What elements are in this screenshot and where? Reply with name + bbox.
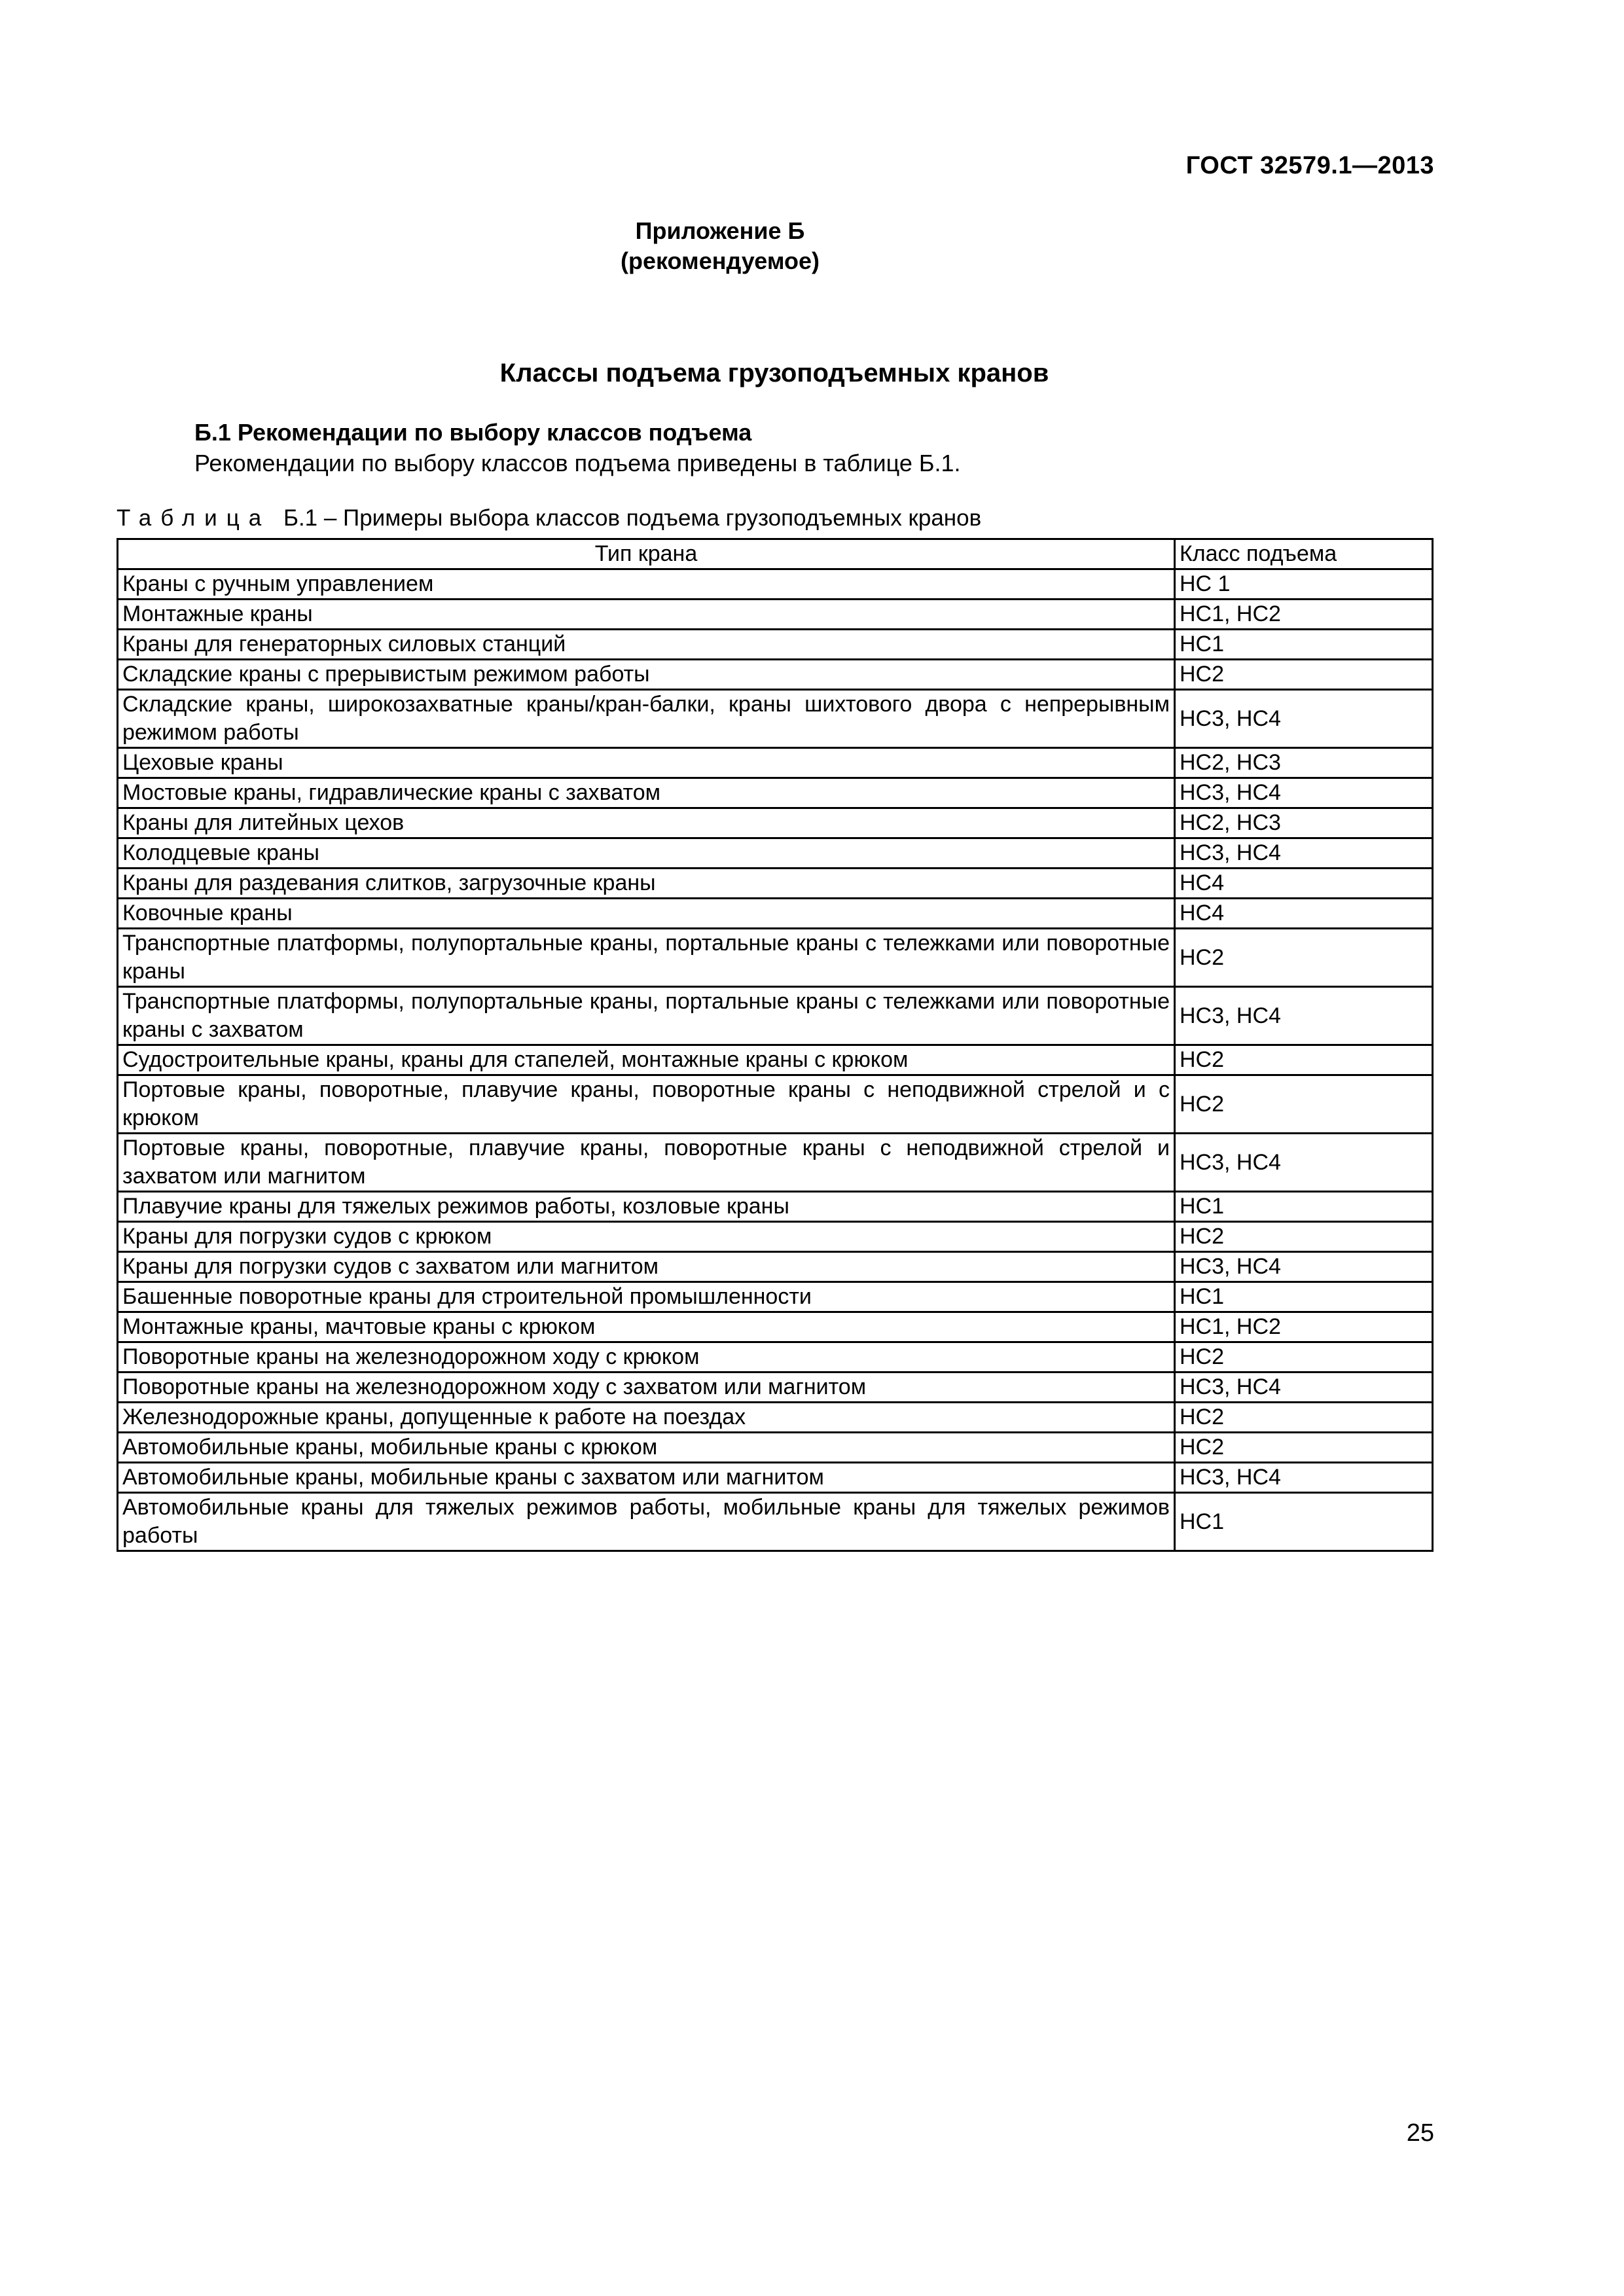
subsection-title: Б.1 Рекомендации по выбору классов подъема bbox=[194, 419, 752, 446]
crane-type-cell: Краны для генераторных силовых станций bbox=[118, 630, 1175, 660]
crane-type-cell: Железнодорожные краны, допущенные к работе на поездах bbox=[118, 1403, 1175, 1433]
table-caption bbox=[117, 505, 981, 531]
hoist-class-cell: НС3, НС4 bbox=[1175, 1463, 1433, 1493]
crane-type-cell: Краны для погрузки судов с захватом или магнитом bbox=[118, 1252, 1175, 1282]
crane-type-cell: Складские краны, широкозахватные краны/кран-балки, краны шихтового двора с непрерывным режимом работы bbox=[118, 690, 1175, 748]
section-title: Классы подъема грузоподъемных кранов bbox=[499, 359, 1049, 387]
hoist-class-cell: НС3, НС4 bbox=[1175, 778, 1433, 808]
table-row bbox=[118, 1372, 1433, 1403]
crane-type-cell: Автомобильные краны для тяжелых режимов работы, мобильные краны для тяжелых режимов работы bbox=[118, 1493, 1175, 1551]
hoist-class-cell: НС2 bbox=[1175, 1403, 1433, 1433]
document-code: ГОСТ 32579.1—2013 bbox=[1185, 152, 1434, 179]
hoist-class-cell: НС2, НС3 bbox=[1175, 748, 1433, 778]
table-row bbox=[118, 1192, 1433, 1222]
table-row bbox=[118, 1252, 1433, 1282]
table-header-row bbox=[118, 539, 1433, 569]
table-row bbox=[118, 987, 1433, 1045]
hoist-class-cell: НС3, НС4 bbox=[1175, 1372, 1433, 1403]
crane-type-cell: Складские краны с прерывистым режимом работы bbox=[118, 660, 1175, 690]
page-number: 25 bbox=[1406, 2119, 1434, 2147]
crane-type-cell: Автомобильные краны, мобильные краны с крюком bbox=[118, 1433, 1175, 1463]
crane-type-cell: Портовые краны, поворотные, плавучие краны, поворотные краны с неподвижной стрелой и захватом или магнитом bbox=[118, 1134, 1175, 1192]
crane-type-cell: Башенные поворотные краны для строительной промышленности bbox=[118, 1282, 1175, 1312]
crane-type-cell: Ковочные краны bbox=[118, 899, 1175, 929]
hoist-class-cell: НС2 bbox=[1175, 1045, 1433, 1075]
crane-type-cell: Краны с ручным управлением bbox=[118, 569, 1175, 600]
hoist-class-cell: НС2, НС3 bbox=[1175, 808, 1433, 838]
hoist-class-cell: НС1 bbox=[1175, 630, 1433, 660]
crane-type-cell: Краны для раздевания слитков, загрузочные краны bbox=[118, 869, 1175, 899]
crane-type-cell: Транспортные платформы, полупортальные краны, портальные краны с тележками или поворотные краны bbox=[118, 929, 1175, 987]
hoist-class-cell: НС 1 bbox=[1175, 569, 1433, 600]
hoist-class-cell: НС2 bbox=[1175, 929, 1433, 987]
crane-type-cell: Судостроительные краны, краны для стапелей, монтажные краны с крюком bbox=[118, 1045, 1175, 1075]
appendix-status: (рекомендуемое) bbox=[621, 247, 820, 274]
table-row bbox=[118, 690, 1433, 748]
table-row bbox=[118, 1075, 1433, 1134]
crane-type-cell: Транспортные платформы, полупортальные краны, портальные краны с тележками или поворотные краны с захватом bbox=[118, 987, 1175, 1045]
table-row bbox=[118, 838, 1433, 869]
hoist-class-cell: НС2 bbox=[1175, 660, 1433, 690]
table-row bbox=[118, 1403, 1433, 1433]
appendix-title: Приложение Б bbox=[635, 217, 805, 244]
table-row bbox=[118, 1493, 1433, 1551]
hoist-class-cell: НС3, НС4 bbox=[1175, 1134, 1433, 1192]
table-row bbox=[118, 1134, 1433, 1192]
hoist-class-cell: НС3, НС4 bbox=[1175, 987, 1433, 1045]
crane-type-cell: Монтажные краны bbox=[118, 600, 1175, 630]
hoist-class-cell: НС2 bbox=[1175, 1342, 1433, 1372]
table-row bbox=[118, 1433, 1433, 1463]
table-row bbox=[118, 778, 1433, 808]
table-row bbox=[118, 1222, 1433, 1252]
table-row bbox=[118, 929, 1433, 987]
subsection-text: Рекомендации по выбору классов подъема приведены в таблице Б.1. bbox=[194, 450, 961, 476]
crane-type-cell: Цеховые краны bbox=[118, 748, 1175, 778]
hoist-class-cell: НС2 bbox=[1175, 1222, 1433, 1252]
table-row bbox=[118, 748, 1433, 778]
hoist-class-cell: НС1 bbox=[1175, 1282, 1433, 1312]
crane-type-cell: Плавучие краны для тяжелых режимов работы, козловые краны bbox=[118, 1192, 1175, 1222]
table-row bbox=[118, 600, 1433, 630]
crane-type-cell: Автомобильные краны, мобильные краны с захватом или магнитом bbox=[118, 1463, 1175, 1493]
hoist-class-cell: НС4 bbox=[1175, 869, 1433, 899]
hoist-class-cell: НС3, НС4 bbox=[1175, 838, 1433, 869]
table-caption-word: Таблица bbox=[117, 505, 271, 531]
table-row bbox=[118, 1045, 1433, 1075]
crane-type-cell: Поворотные краны на железнодорожном ходу с захватом или магнитом bbox=[118, 1372, 1175, 1403]
hoist-class-cell: НС1, НС2 bbox=[1175, 600, 1433, 630]
crane-type-cell: Монтажные краны, мачтовые краны с крюком bbox=[118, 1312, 1175, 1342]
hoist-class-cell: НС2 bbox=[1175, 1075, 1433, 1134]
crane-classes-table bbox=[117, 538, 1434, 1552]
table-row bbox=[118, 630, 1433, 660]
header-crane-type: Тип крана bbox=[118, 539, 1175, 569]
hoist-class-cell: НС3, НС4 bbox=[1175, 690, 1433, 748]
table-body bbox=[118, 569, 1433, 1551]
table-row bbox=[118, 1282, 1433, 1312]
hoist-class-cell: НС1, НС2 bbox=[1175, 1312, 1433, 1342]
crane-type-cell: Портовые краны, поворотные, плавучие краны, поворотные краны с неподвижной стрелой и с крюком bbox=[118, 1075, 1175, 1134]
crane-type-cell: Поворотные краны на железнодорожном ходу с крюком bbox=[118, 1342, 1175, 1372]
hoist-class-cell: НС2 bbox=[1175, 1433, 1433, 1463]
hoist-class-cell: НС1 bbox=[1175, 1192, 1433, 1222]
table-row bbox=[118, 1463, 1433, 1493]
header-hoist-class: Класс подъема bbox=[1175, 539, 1433, 569]
table-row bbox=[118, 869, 1433, 899]
hoist-class-cell: НС4 bbox=[1175, 899, 1433, 929]
table-row bbox=[118, 569, 1433, 600]
table-row bbox=[118, 808, 1433, 838]
crane-type-cell: Колодцевые краны bbox=[118, 838, 1175, 869]
crane-type-cell: Краны для литейных цехов bbox=[118, 808, 1175, 838]
table-caption-text: Б.1 – Примеры выбора классов подъема грузоподъемных кранов bbox=[283, 505, 982, 531]
table-row bbox=[118, 1342, 1433, 1372]
table-row bbox=[118, 899, 1433, 929]
table-row bbox=[118, 1312, 1433, 1342]
crane-type-cell: Краны для погрузки судов с крюком bbox=[118, 1222, 1175, 1252]
hoist-class-cell: НС1 bbox=[1175, 1493, 1433, 1551]
crane-type-cell: Мостовые краны, гидравлические краны с захватом bbox=[118, 778, 1175, 808]
table-row bbox=[118, 660, 1433, 690]
hoist-class-cell: НС3, НС4 bbox=[1175, 1252, 1433, 1282]
